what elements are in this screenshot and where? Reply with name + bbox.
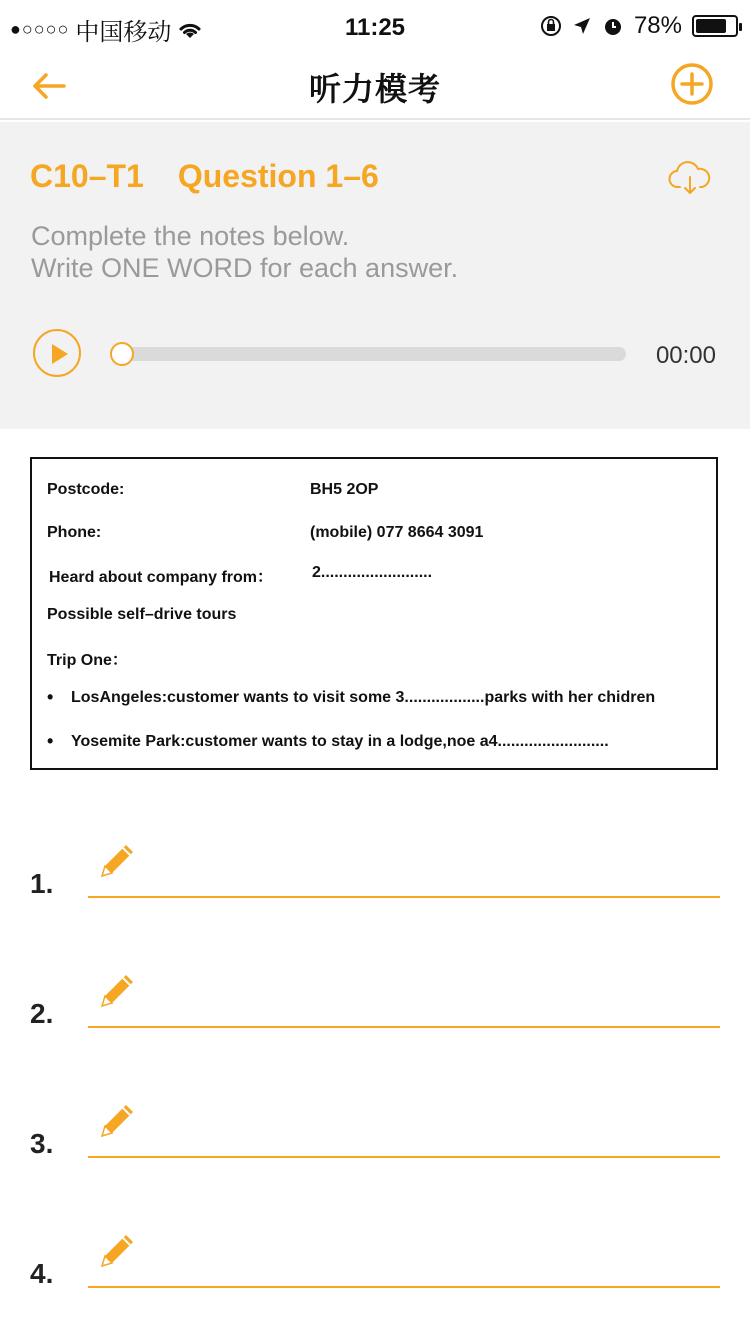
status-right [540,12,738,40]
list-item-text: LosAngeles:customer wants to visit some 3..................parks with her chidren [71,689,656,706]
heard-value: 2......................... [312,564,433,581]
carrier-name: 中国移动 [75,19,172,46]
play-button[interactable] [33,329,81,377]
audio-progress-knob[interactable] [110,342,134,366]
question-range: Question 1–6 [177,158,379,194]
battery-fill [696,19,726,33]
answer-row-1 [0,830,750,930]
test-code: C10–T1 [30,158,144,194]
answer-number: 1. [30,868,54,899]
answer-input-line[interactable] [88,896,720,898]
signal-strength: ●○○○○ [10,19,70,39]
battery-icon [692,15,738,37]
audio-progress-track[interactable] [114,347,626,361]
pencil-icon[interactable] [96,838,140,882]
pencil-icon[interactable] [96,968,140,1012]
tours-heading: Possible self–drive tours [47,606,237,623]
answer-row-4 [0,1220,750,1320]
postcode-label: Postcode: [47,481,125,498]
pencil-icon[interactable] [96,1098,140,1142]
status-time: 11:25 [344,14,406,41]
answer-row-3 [0,1090,750,1190]
heard-label: Heard about company from： [49,569,274,586]
phone-value: (mobile) 077 8664 3091 [310,524,484,541]
plus-circle-icon[interactable] [670,62,714,106]
answer-input-line[interactable] [88,1026,720,1028]
answer-input-line[interactable] [88,1286,720,1288]
battery-percent: 78% [633,12,682,39]
rotation-lock-icon [540,15,562,37]
question-title [30,158,379,195]
instructions [31,220,458,284]
list-item-text: Yosemite Park:customer wants to stay in a lodge,noe a4......................... [71,733,609,750]
audio-time: 00:00 [655,342,716,369]
alarm-icon [602,15,624,37]
pencil-icon[interactable] [96,1228,140,1272]
location-arrow-icon [572,16,592,36]
status-bar [0,0,750,56]
cloud-download-icon[interactable] [668,160,712,196]
answer-input-line[interactable] [88,1156,720,1158]
phone-label: Phone: [47,524,102,541]
answer-number: 4. [30,1258,54,1289]
page-title: 听力模考 [308,71,441,107]
answer-number: 2. [30,998,54,1029]
question-header [0,122,750,429]
postcode-value: BH5 2OP [310,481,379,498]
notes-box [30,457,718,770]
instruction-line-1: Complete the notes below. [31,221,350,251]
answer-number: 3. [30,1128,54,1159]
navigation-bar [0,56,750,120]
instruction-line-2: Write ONE WORD for each answer. [31,253,459,283]
trip-heading: Trip One： [47,652,128,669]
answer-row-2 [0,960,750,1060]
